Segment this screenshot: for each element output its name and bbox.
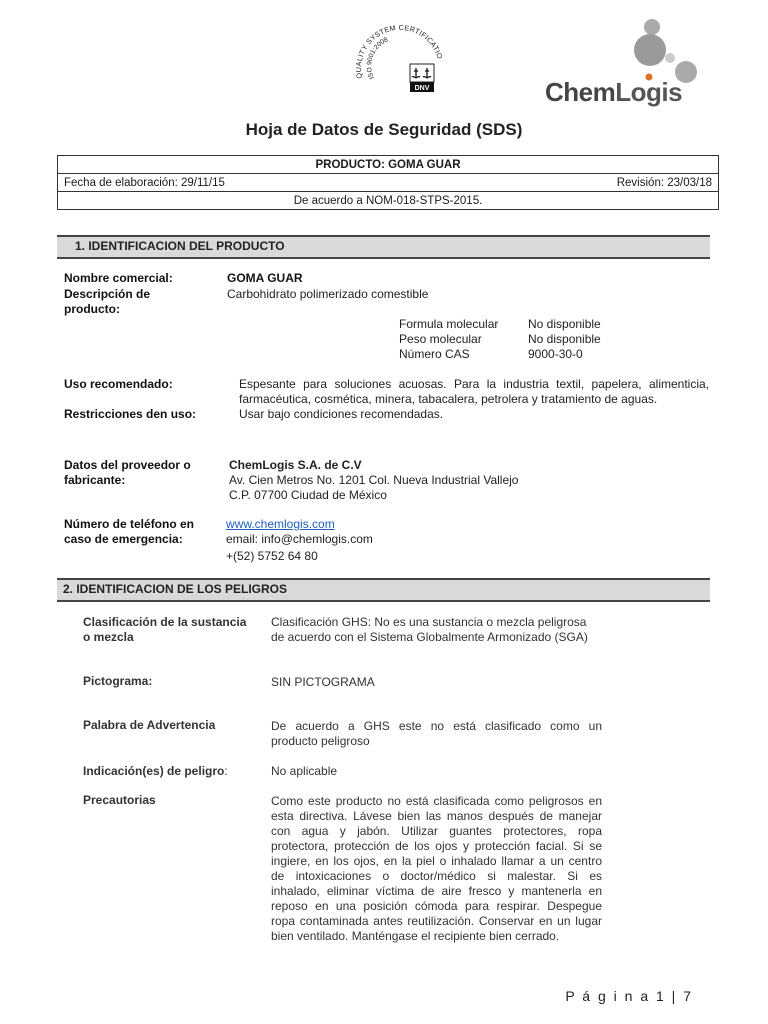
prop-value-formula: No disponible (528, 317, 601, 331)
warning-word-label: Palabra de Advertencia (83, 718, 216, 732)
classification-value-line1: Clasificación GHS: No es una sustancia o mezcla peligrosa (271, 615, 587, 629)
classification-value-line2: de acuerdo con el Sistema Globalmente Armonizado (SGA) (271, 630, 588, 644)
page-number: P á g i n a 1 | 7 (565, 988, 693, 1004)
precautions-line: ropa contaminada antes reutilización. Conservar en un lugar (271, 914, 602, 928)
precautions-line: bien ventilado. Manténgase el recipiente bien cerrado. (271, 929, 560, 943)
section2-header (57, 578, 710, 602)
classification-value (271, 615, 588, 645)
recommended-use-value (239, 377, 709, 407)
contact-phone: +(52) 5752 64 80 (226, 549, 318, 563)
classification-label (83, 615, 246, 645)
website-link[interactable]: www.chemlogis.com (226, 517, 335, 531)
seal-arc-text: QUALITY SYSTEM CERTIFICATIO (353, 22, 445, 80)
logo-brand-start: Chem (545, 77, 616, 107)
precautions-line: con agua y jabón. Utilizar guantes protectores, ropa (271, 824, 602, 838)
precautions-line: de intoxicaciones o doctor/médico si malestar. Si es (271, 869, 602, 883)
description-label (64, 287, 150, 317)
section1-title: 1. IDENTIFICACION DEL PRODUCTO (75, 239, 285, 253)
recommended-use-label: Uso recomendado: (64, 377, 173, 391)
page-title: Hoja de Datos de Seguridad (SDS) (245, 120, 523, 139)
elaboration-date: Fecha de elaboración: 29/11/15 (58, 174, 466, 192)
supplier-label (64, 458, 191, 488)
description-label-line2: producto: (64, 302, 120, 316)
norm-reference: De acuerdo a NOM-018-STPS-2015. (58, 192, 719, 210)
hazard-statement-label (83, 764, 228, 779)
seal-dnv-text: DNV (414, 85, 430, 92)
product-name-cell: PRODUCTO: GOMA GUAR (58, 156, 719, 174)
supplier-address-line2: C.P. 07700 Ciudad de México (229, 488, 387, 502)
precautions-line: ingiere, en los ojos, en la piel o inhalado llamar a un centro (271, 854, 602, 868)
trade-name-label: Nombre comercial: (64, 271, 173, 285)
warning-word-line1: De acuerdo a GHS este no está clasificado como un (271, 719, 602, 733)
recommended-use-line1: Espesante para soluciones acuosas. Para la industria textil, papelera, alimenticia, (239, 377, 709, 391)
supplier-name: ChemLogis S.A. de C.V (229, 458, 362, 472)
emergency-phone-label (64, 517, 194, 547)
pictogram-value: SIN PICTOGRAMA (271, 675, 375, 689)
classification-label-line1: Clasificación de la sustancia (83, 615, 247, 629)
prop-label-cas: Número CAS (399, 347, 470, 361)
precautions-line: esta directiva. Lávese bien las manos después de manejar (271, 809, 602, 823)
warning-word-value (271, 719, 602, 749)
precautions-line: reposo en una posición cómoda para respirar. Despegue (271, 899, 602, 913)
emergency-phone-label-line1: Número de teléfono en (64, 517, 195, 531)
supplier-label-line1: Datos del proveedor o (64, 458, 191, 472)
recommended-use-line2: farmacéutica, cosmética, minera, tabacalera, petrolera y tratamiento de aguas. (239, 392, 658, 406)
prop-value-cas: 9000-30-0 (528, 347, 583, 361)
certification-seal-graphic (350, 20, 450, 120)
emergency-phone-label-line2: caso de emergencia: (64, 532, 183, 546)
section1-header (57, 235, 710, 259)
precautions-line: Como este producto no está clasificada como peligrosos en (271, 794, 602, 808)
pictogram-label: Pictograma: (83, 674, 153, 688)
precautions-label: Precautorias (83, 793, 156, 807)
description-value: Carbohidrato polimerizado comestible (227, 287, 429, 301)
trade-name-value: GOMA GUAR (227, 271, 303, 285)
supplier-address-line1: Av. Cien Metros No. 1201 Col. Nueva Industrial Vallejo (229, 473, 519, 487)
product-header-table (57, 155, 719, 210)
company-logo (540, 15, 700, 115)
section2-title: 2. IDENTIFICACION DE LOS PELIGROS (63, 582, 288, 596)
precautions-line: inhalado, eliminar víctima de aire fresco y mantenerla en (271, 884, 602, 898)
hazard-statement-value: No aplicable (271, 764, 338, 778)
hazard-statement-colon: : (224, 764, 228, 778)
contact-info (226, 517, 373, 564)
hazard-statement-label-text: Indicación(es) de peligro (83, 764, 225, 778)
logo-brand-end: Logis (615, 77, 683, 107)
warning-word-line2: producto peligroso (271, 734, 370, 748)
supplier-label-line2: fabricante: (64, 473, 126, 487)
description-label-line1: Descripción de (64, 287, 151, 301)
classification-label-line2: o mezcla (83, 630, 134, 644)
prop-label-formula: Formula molecular (399, 317, 499, 331)
logo-wordmark (545, 77, 682, 108)
precautions-line: protectora, protección de los ojos y protección facial. Si se (271, 839, 602, 853)
precautions-text (271, 794, 602, 944)
seal-iso-text: ISO 9001:2008 (366, 36, 390, 81)
prop-label-weight: Peso molecular (399, 332, 482, 346)
molecule-icon (540, 15, 700, 85)
restrictions-label: Restricciones den uso: (64, 407, 197, 421)
prop-value-weight: No disponible (528, 332, 601, 346)
supplier-info (229, 458, 518, 503)
certification-seal (350, 20, 450, 120)
contact-email: email: info@chemlogis.com (226, 532, 373, 546)
revision-date: Revisión: 23/03/18 (465, 174, 718, 192)
restrictions-value: Usar bajo condiciones recomendadas. (239, 407, 444, 421)
